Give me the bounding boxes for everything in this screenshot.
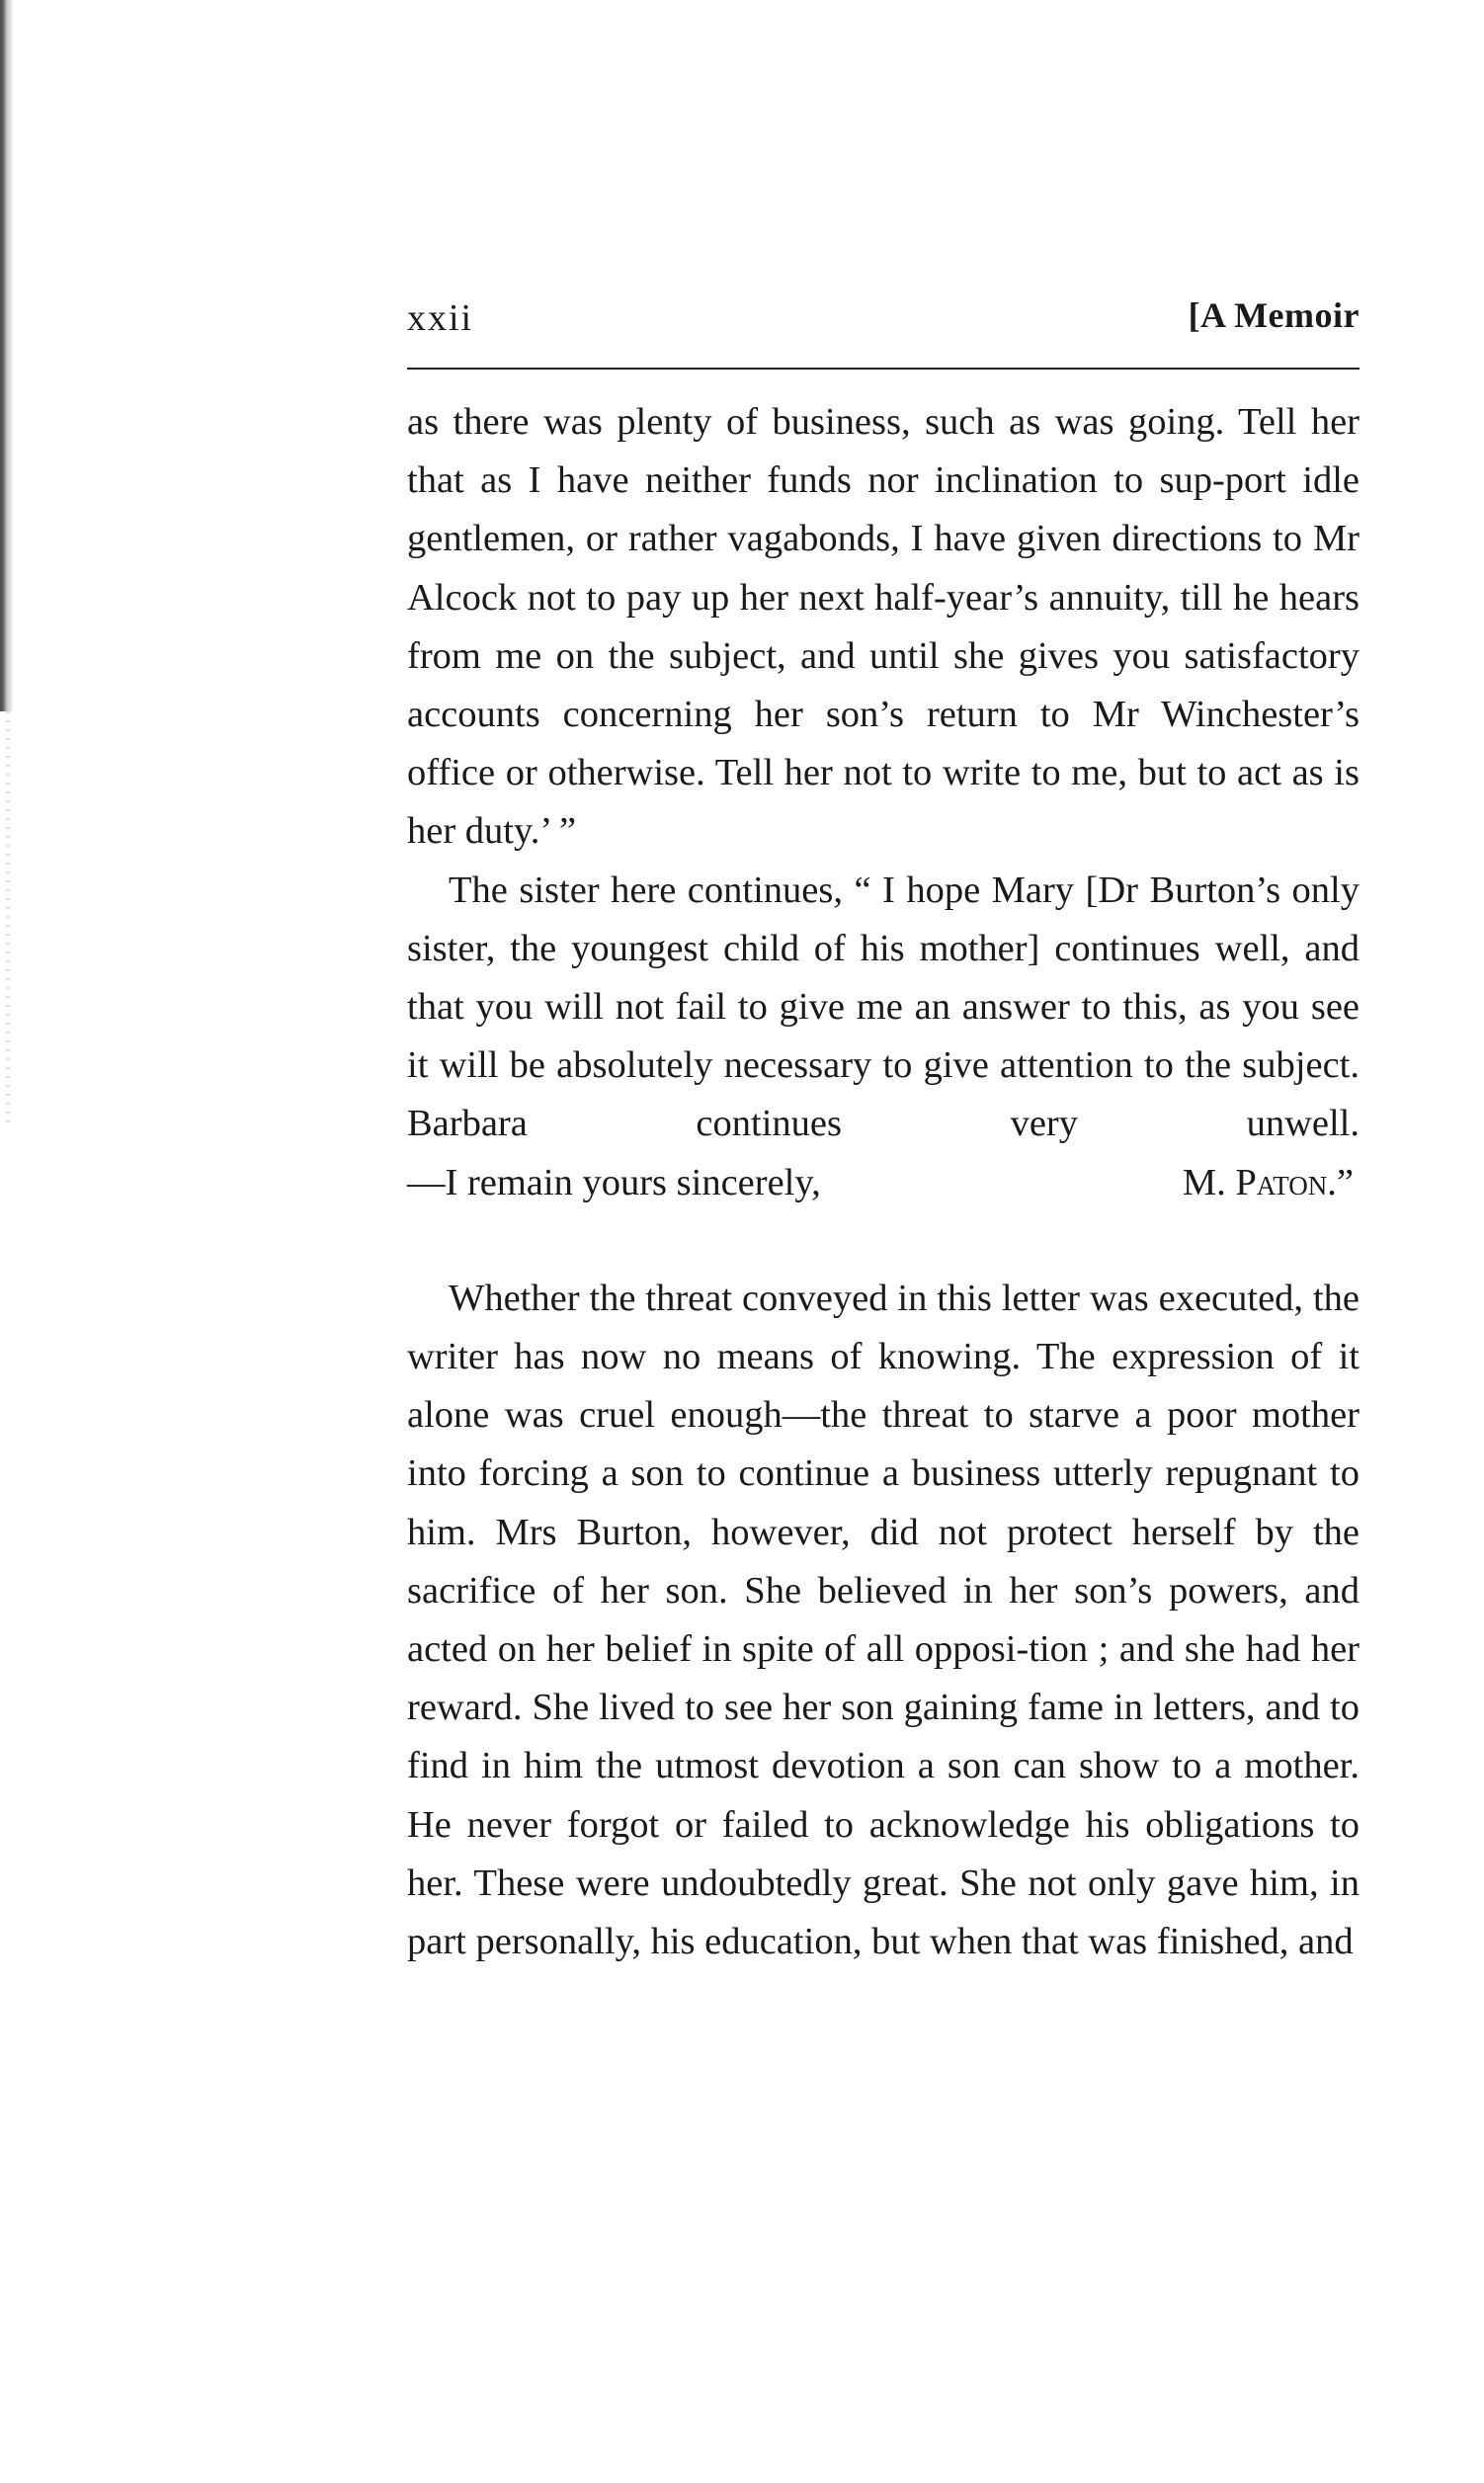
page-body <box>407 393 1360 1971</box>
page-header <box>407 292 1360 344</box>
page-binding-edge <box>0 0 14 711</box>
letter-signature: M. Paton.” <box>1182 1161 1354 1203</box>
header-rule <box>407 368 1360 370</box>
sister-continues-paragraph: The sister here continues, “ I hope Mary [Dr Burton’s only sister, the youngest child of his mother] continues well, and that you will not fail to give me an answer to this, as you see it will be absolutely necessary to give attention to the subject. Barbara continues very unwell. <box>407 869 1360 1145</box>
book-page <box>407 292 1360 1963</box>
letter-closing: —I remain yours sincerely, <box>407 1161 821 1203</box>
page-number: xxii <box>407 297 474 339</box>
running-head: [A Memoir <box>1188 295 1360 335</box>
letter-continuation-paragraph: as there was plenty of business, such as was going. Tell her that as I have neither funds nor inclination to sup-port idle gentlemen, or rather vagabonds, I have given directions to Mr Alcock not to pay up her next half-year’s annuity, till he hears from me on the subject, and until she gives you satisfactory accounts concerning her son’s return to Mr Winchester’s office or otherwise. Tell her not to write to me, but to act as is her duty.’ ” <box>407 401 1360 853</box>
commentary-paragraph: Whether the threat conveyed in this letter was executed, the writer has now no means of knowing. The expression of it alone was cruel enough—the threat to starve a poor mother into forcing a son to continue a business utterly repugnant to him. Mrs Burton, however, did not protect herself by the sacrifice of her son. She believed in her son’s powers, and acted on her belief in spite of all opposi-tion ; and she had her reward. She lived to see her son gaining fame in letters, and to find in him the utmost devotion a son can show to a mother. He never forgot or failed to acknowledge his obligations to her. These were undoubtedly great. She not only gave him, in part personally, his education, but when that was finished, and <box>407 1277 1360 1963</box>
letter-signoff <box>407 1154 1360 1212</box>
section-gap <box>407 1212 1360 1270</box>
binding-marks <box>6 711 10 1126</box>
